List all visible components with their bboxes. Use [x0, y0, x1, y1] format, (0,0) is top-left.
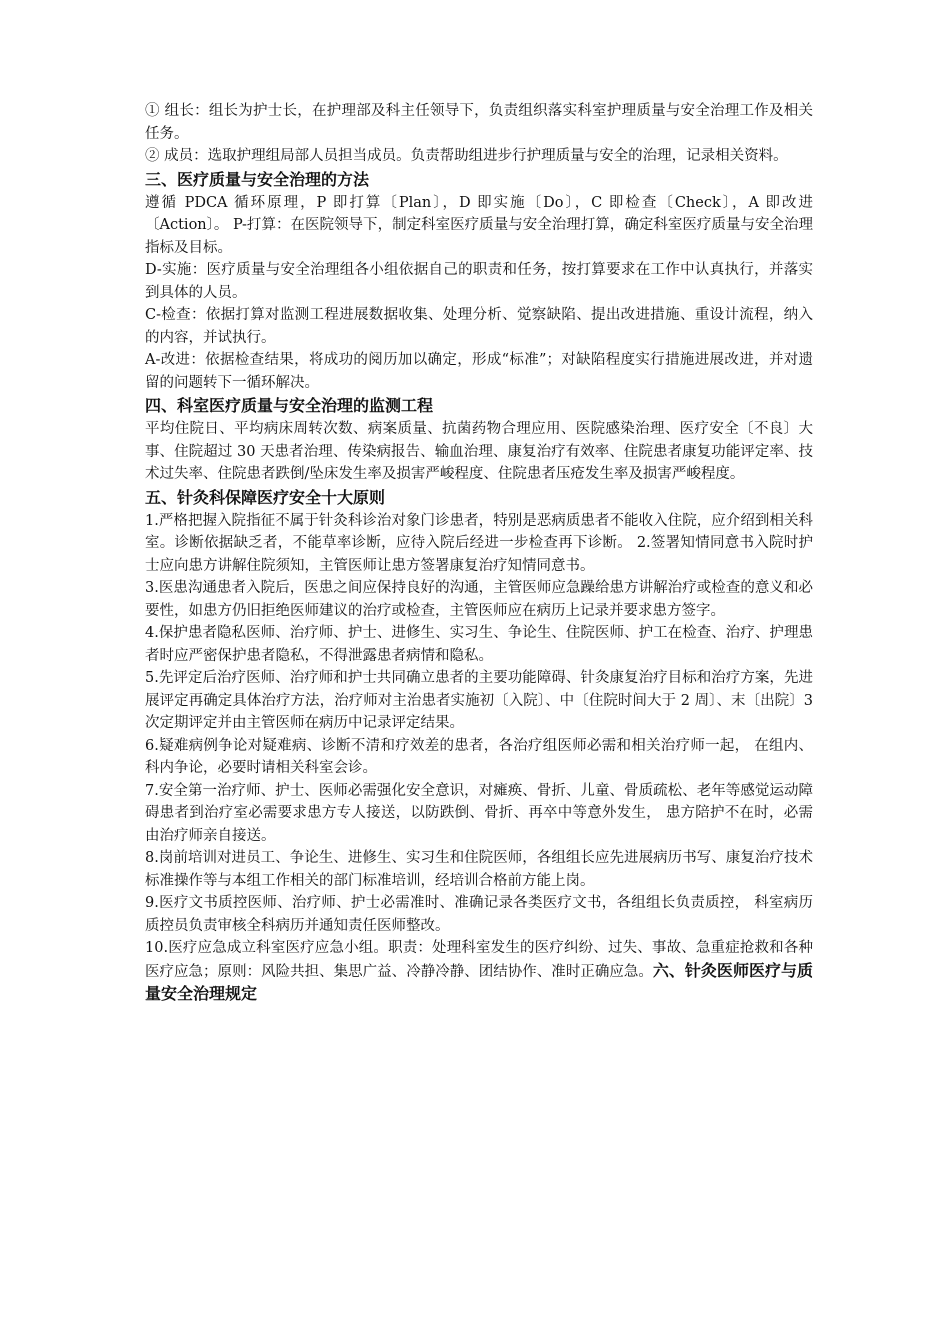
principle-item: 4.保护患者隐私医师、治疗师、护士、进修生、实习生、争论生、住院医师、护工在检查、治疗、护理患者时应严密保护患者隐私，不得泄露患者病情和隐私。 [145, 625, 813, 664]
item10-number: 10. [145, 940, 169, 956]
section5-heading: 五、针灸科保障医疗安全十大原则 [145, 487, 386, 507]
item10-text: 医疗应急成立科室医疗应急小组。职责：处理科室发生的医疗纠纷、过失、事故、急重症抢救和各种医疗应急；原则：风险共担、集思广益、冷静冷静、团结协作、准时正确应急。 [145, 940, 813, 980]
document-page [145, 100, 813, 1007]
member-members: ② 成员：选取护理组局部人员担当成员。负责帮助组进步行护理质量与安全的治理，记录相关资料。 [145, 148, 788, 164]
principle-item: 1.严格把握入院指征不属于针灸科诊治对象门诊患者，特别是恶病质患者不能收入住院，应介绍到相关科室。诊断依据缺乏者，不能草率诊断，应待入院后经进一步检查再下诊断。 2.签署知情同意书入院时护士应向患方讲解住院须知，主管医师让患方签署康复治疗知情同意书。 [145, 512, 813, 574]
section4-para: 平均住院日、平均病床周转次数、病案质量、抗菌药物合理应用、医院感染治理、医疗安全〔不良〕大事、住院超过 30 天患者治理、传染病报告、输血治理、康复治疗有效率、住院患者康复功能评定率、技术过失率、住院患者跌倒/坠床发生率及损害严峻程度、住院患者压疮发生率及损害严峻程度。 [145, 421, 813, 482]
principle-item: 6.疑难病例争论对疑难病、诊断不清和疗效差的患者，各治疗组医师必需和相关治疗师一起， 在组内、科内争论，必要时请相关科室会诊。 [145, 737, 813, 776]
section3-para-check: C-检查：依据打算对监测工程进展数据收集、处理分析、觉察缺陷、提出改进措施、重设计流程，纳入的内容，并试执行。 [145, 307, 813, 346]
member-leader: ① 组长：组长为护士长，在护理部及科主任领导下，负责组织落实科室护理质量与安全治理工作及相关任务。 [145, 103, 813, 142]
principle-item-10 [145, 937, 813, 1007]
section3-para-action: A-改进：依据检查结果，将成功的阅历加以确定，形成“标准”；对缺陷程度实行措施进展改进，并对遗留的问题转下一循环解决。 [145, 352, 813, 391]
principle-item: 9.医疗文书质控医师、治疗师、护士必需准时、准确记录各类医疗文书，各组组长负责质控， 科室病历质控员负责审核全科病历并通知责任医师整改。 [145, 895, 813, 934]
principle-item: 8.岗前培训对进员工、争论生、进修生、实习生和住院医师，各组组长应先进展病历书写、康复治疗技术标准操作等与本组工作相关的部门标准培训，经培训合格前方能上岗。 [145, 850, 813, 889]
principle-item: 5.先评定后治疗医师、治疗师和护士共同确立患者的主要功能障碍、针灸康复治疗目标和治疗方案，先进展评定再确定具体治疗方法，治疗师对主治患者实施初〔入院〕、中〔住院时间大于 2 周〕、末〔出院〕3 次定期评定并由主管医师在病历中记录评定结果。 [145, 670, 813, 731]
section6-heading: 六、针灸医师医疗与质量安全治理规定 [145, 960, 813, 1003]
section3-para-do: D-实施：医疗质量与安全治理组各小组依据自己的职责和任务，按打算要求在工作中认真执行，并落实到具体的人员。 [145, 262, 813, 301]
principle-item: 7.安全第一治疗师、护士、医师必需强化安全意识，对瘫痪、骨折、儿童、骨质疏松、老年等感觉运动障碍患者到治疗室必需要求患方专人接送，以防跌倒、骨折、再卒中等意外发生， 患方陪护不在时，必需由治疗师亲自接送。 [145, 782, 813, 844]
section4-heading: 四、科室医疗质量与安全治理的监测工程 [145, 396, 434, 415]
principle-item: 3.医患沟通患者入院后，医患之间应保持良好的沟通，主管医师应急躁给患方讲解治疗或检查的意义和必要性，如患方仍旧拒绝医师建议的治疗或检查，主管医师应在病历上记录并要求患方签字。 [145, 580, 813, 619]
section3-heading: 三、医疗质量与安全治理的方法 [145, 169, 370, 189]
section3-para-pdca: 遵循 PDCA 循环原理，P 即打算〔Plan〕，D 即实施〔Do〕，C 即检查〔Check〕，A 即改进〔Action〕。 P-打算：在医院领导下，制定科室医疗质量与安全治理打算，确定科室医疗质量与安全治理指标及目标。 [145, 194, 813, 256]
